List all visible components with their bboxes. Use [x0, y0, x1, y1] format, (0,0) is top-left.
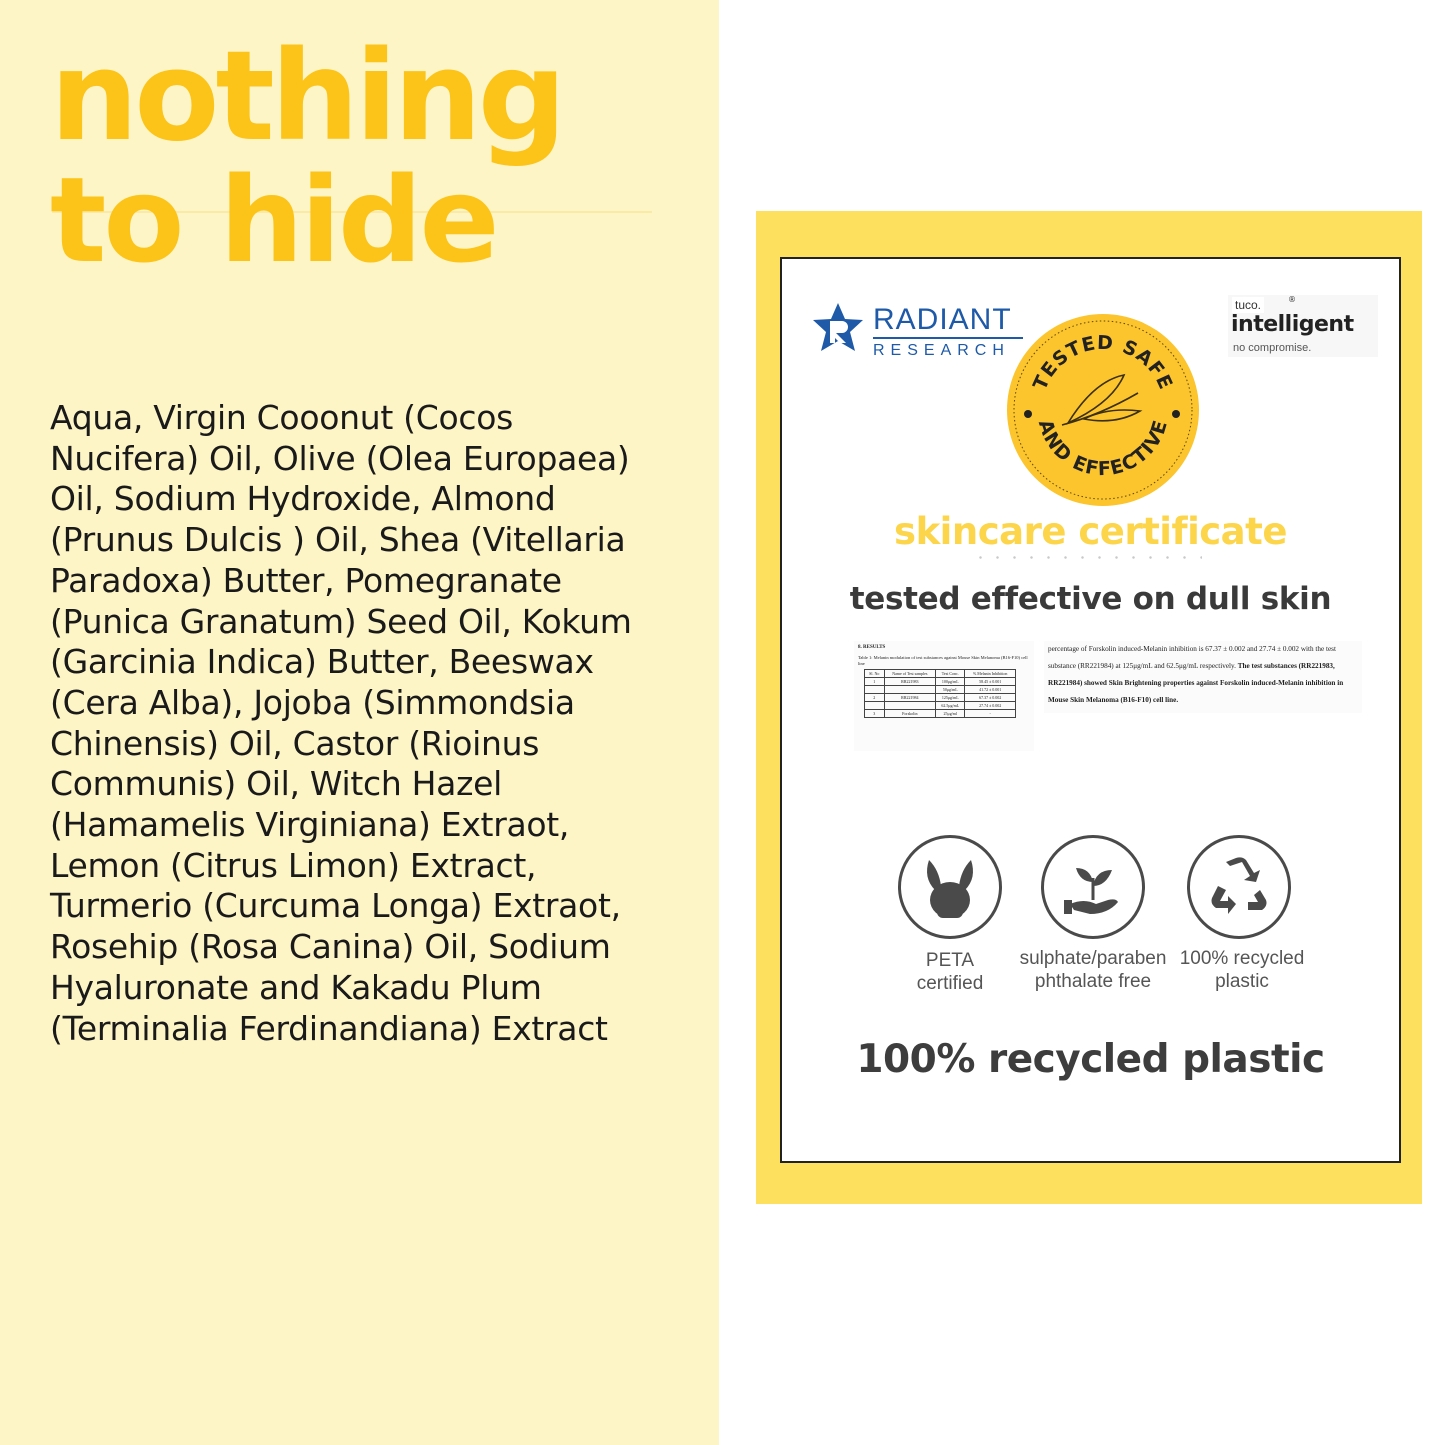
- research-wordmark: RESEARCH: [873, 342, 1010, 359]
- sulphate-label-line1: sulphate/paraben: [1019, 948, 1167, 969]
- table-cell: Forskolin: [884, 710, 936, 718]
- table-cell: 41.72 ± 0.001: [965, 686, 1016, 694]
- results-table-excerpt: [854, 641, 1034, 751]
- registered-mark: ®: [1288, 295, 1296, 304]
- results-caption: Table 1: Melanin modulation of test substances against Mouse Skin Melanoma (B16-F10) cell line: [858, 655, 1028, 666]
- table-cell: [884, 702, 936, 710]
- certificate-card: [780, 257, 1401, 1163]
- results-heading: 8. RESULTS: [858, 645, 886, 650]
- recycled-badge: [1187, 835, 1291, 939]
- results-text-excerpt: [1044, 641, 1362, 713]
- plant-hand-icon: [1044, 838, 1142, 936]
- table-cell: 100μg/mL: [936, 678, 965, 686]
- certificate-title: skincare certificate: [894, 510, 1287, 553]
- tuco-tagline: no compromise.: [1233, 342, 1312, 354]
- column-header: Test Conc.: [936, 670, 965, 678]
- table-cell: 50μg/mL: [936, 686, 965, 694]
- table-cell: [865, 686, 885, 694]
- table-cell: 27.74 ± 0.002: [965, 702, 1016, 710]
- table-cell: 62.5μg/mL: [936, 702, 965, 710]
- recycle-icon: [1190, 838, 1288, 936]
- table-cell: -: [965, 710, 1016, 718]
- table-row: [865, 702, 1016, 710]
- table-row: [865, 710, 1016, 718]
- sulphate-free-badge: [1041, 835, 1145, 939]
- radiant-star-icon: [810, 301, 866, 357]
- table-cell: 58.45 ± 0.001: [965, 678, 1016, 686]
- column-header: Sl. No: [865, 670, 885, 678]
- table-cell: RR221984: [884, 694, 936, 702]
- rabbit-icon: [901, 838, 999, 936]
- headline-nothing: nothing: [50, 25, 563, 169]
- table-row: [865, 694, 1016, 702]
- peta-badge: [898, 835, 1002, 939]
- left-panel: [0, 0, 719, 1445]
- peta-label-line2: certified: [916, 973, 984, 994]
- results-text-plain: percentage of Forskolin induced-Melanin inhibition is 67.37 ± 0.002 and 27.74 ± 0.002 with the test substance (RR221984) at 125μg/mL and 62.5μg/mL respectively.: [1048, 645, 1336, 670]
- radiant-research-logo: [810, 301, 1010, 361]
- peta-label-line1: PETA: [925, 950, 975, 971]
- results-text-bold: The test substances (RR221983, RR221984) showed Skin Brightening properties against Forskolin induced-Melanin inhibition in Mouse Skin Melanoma (B16-F10) cell line.: [1048, 662, 1344, 704]
- dotted-divider: [972, 556, 1202, 559]
- column-header: % Melanin Inhibition: [965, 670, 1016, 678]
- table-row: [865, 686, 1016, 694]
- seal-top-text: TESTED SAFE: [1029, 331, 1177, 394]
- table-cell: [884, 686, 936, 694]
- recycled-label-line2: plastic: [1215, 971, 1269, 992]
- recycled-label-line1: 100% recycled: [1179, 948, 1305, 969]
- table-cell: 25μg/ml: [936, 710, 965, 718]
- sulphate-label-line2: phthalate free: [1034, 971, 1152, 992]
- tuco-wordmark: intelligent: [1231, 312, 1354, 337]
- tuco-logo: [1228, 295, 1378, 357]
- certificate-subtitle: tested effective on dull skin: [849, 581, 1332, 617]
- column-header: Name of Test samples: [884, 670, 936, 678]
- headline-to-hide: to hide: [50, 151, 497, 289]
- recycled-plastic-claim: 100% recycled plastic: [856, 1037, 1325, 1082]
- sulphate-free-label: [1003, 947, 1183, 993]
- results-table: [864, 669, 1016, 718]
- tuco-brand-name: tuco.: [1232, 297, 1264, 313]
- radiant-underline: [873, 337, 1023, 339]
- table-header-row: [865, 670, 1016, 678]
- table-row: [865, 678, 1016, 686]
- table-cell: 2: [865, 694, 885, 702]
- recycled-label: [1157, 947, 1327, 993]
- tested-safe-seal: [1004, 311, 1202, 509]
- table-cell: 1: [865, 678, 885, 686]
- ingredients-list: Aqua, Virgin Cooonut (Cocos Nucifera) Oil, Olive (Olea Europaea) Oil, Sodium Hydroxide, Almond (Prunus Dulcis ) Oil, Shea (Vitellaria Paradoxa) Butter, Pomegranate (Punica Granatum) Seed Oil, Kokum (Garcinia Indica) Butter, Beeswax (Cera Alba), Jojoba (Simmondsia Chinensis) Oil, Castor (Rioinus Communis) Oil, Witch Hazel (Hamamelis Virginiana) Extraot, Lemon (Citrus Limon) Extract, Turmerio (Curcuma Longa) Extraot, Rosehip (Rosa Canina) Oil, Sodium Hyaluronate and Kakadu Plum (Terminalia Ferdinandiana) Extract: [50, 398, 632, 1048]
- table-cell: 3: [865, 710, 885, 718]
- table-cell: 125μg/mL: [936, 694, 965, 702]
- seal-bottom-text: AND EFFECTIVE: [1033, 416, 1173, 481]
- radiant-wordmark: RADIANT: [873, 303, 1012, 336]
- table-cell: [865, 702, 885, 710]
- table-cell: 67.37 ± 0.002: [965, 694, 1016, 702]
- table-cell: RR221983: [884, 678, 936, 686]
